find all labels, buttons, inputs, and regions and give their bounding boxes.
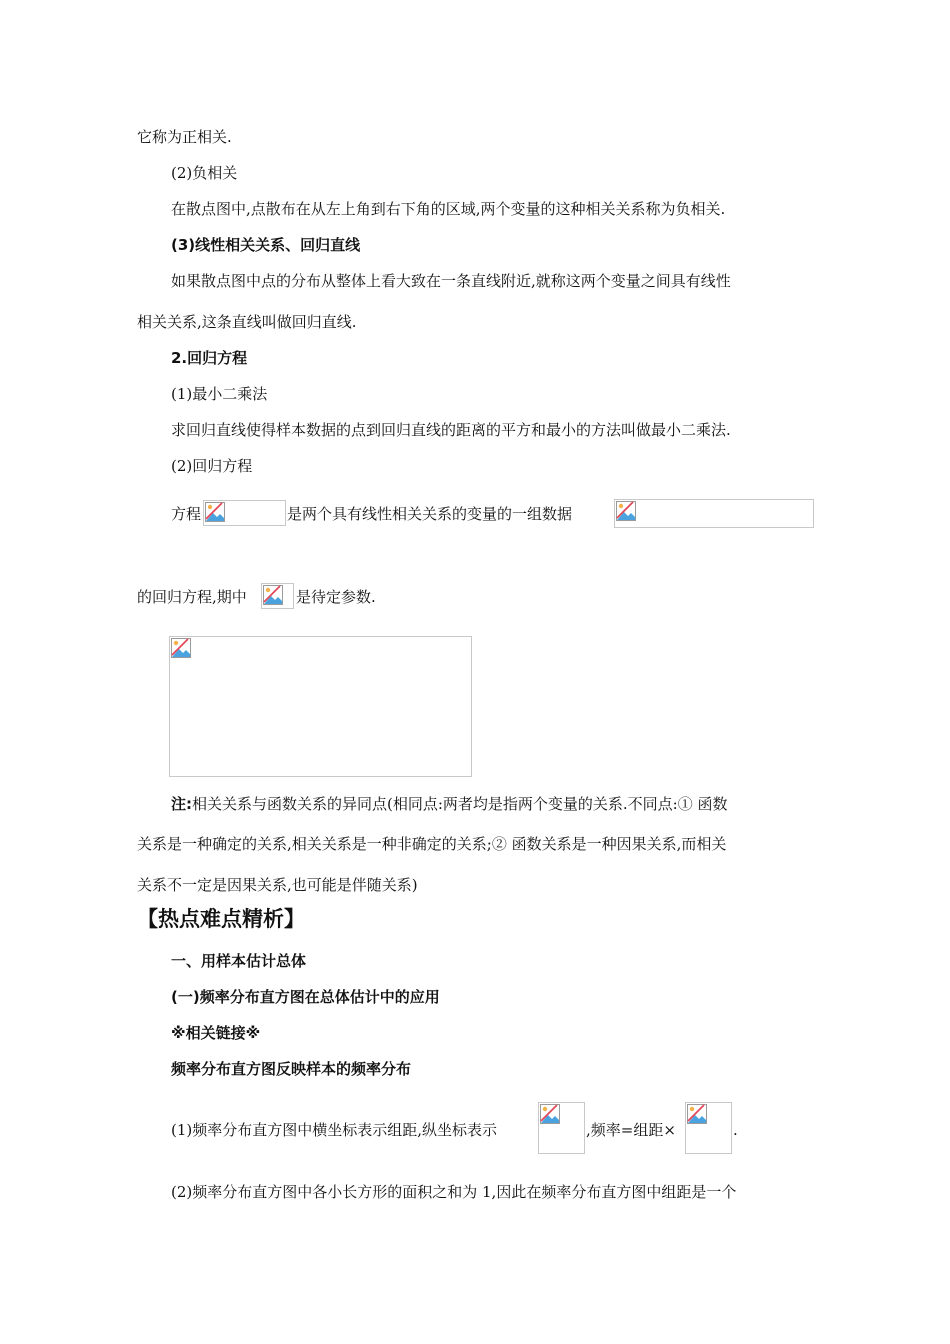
subheading: (一)频率分布直方图在总体估计中的应用 [171,988,440,1006]
formula-image [538,1102,585,1154]
section-heading: 【热点难点精析】 [137,907,305,931]
broken-image-icon [171,638,191,658]
note-line: 关系不一定是因果关系,也可能是伴随关系) [137,876,418,894]
text-line: 它称为正相关. [137,128,232,146]
subheading: (3)线性相关关系、回归直线 [171,236,361,254]
broken-image-icon [205,502,225,522]
text-line: 相关关系,这条直线叫做回归直线. [137,313,357,331]
subheading: 一、用样本估计总体 [171,952,307,970]
note-line [171,794,728,814]
broken-image-icon [540,1104,560,1124]
figure-image [169,636,472,777]
text-line: 的回归方程,期中 [137,588,247,606]
text-line: ,频率=组距× [586,1121,676,1139]
text-line: (1)频率分布直方图中横坐标表示组距,纵坐标表示 [171,1121,498,1139]
text-line: (1)最小二乘法 [171,385,268,403]
text-line: (2)频率分布直方图中各小长方形的面积之和为 1,因此在频率分布直方图中组距是一个 [171,1183,737,1201]
text-line: 求回归直线使得样本数据的点到回归直线的距离的平方和最小的方法叫做最小二乘法. [171,421,731,439]
note-label: 注: [171,795,192,813]
formula-image [685,1102,732,1154]
subheading: 2.回归方程 [171,349,248,367]
text-line: 是两个具有线性相关关系的变量的一组数据 [287,505,573,523]
text-line: 在散点图中,点散布在从左上角到右下角的区域,两个变量的这种相关关系称为负相关. [171,200,726,218]
note-text: 相关关系与函数关系的异同点(相同点:两者均是指两个变量的关系.不同点:① 函数 [192,795,728,813]
data-set-image [614,499,814,528]
note-line: 关系是一种确定的关系,相关关系是一种非确定的关系;② 函数关系是一种因果关系,而相关 [137,835,727,853]
text-line: 方程 [171,505,202,523]
subheading: ※相关链接※ [171,1024,261,1042]
broken-image-icon [263,585,283,605]
formula-image [203,500,286,526]
text-line: (2)负相关 [171,164,238,182]
text-line: (2)回归方程 [171,457,253,475]
text-line: . [733,1121,738,1139]
text-line: 如果散点图中点的分布从整体上看大致在一条直线附近,就称这两个变量之间具有线性 [171,272,731,290]
broken-image-icon [616,501,636,521]
subheading: 频率分布直方图反映样本的频率分布 [171,1060,412,1078]
parameter-image [261,583,294,609]
text-line: 是待定参数. [296,588,376,606]
broken-image-icon [687,1104,707,1124]
